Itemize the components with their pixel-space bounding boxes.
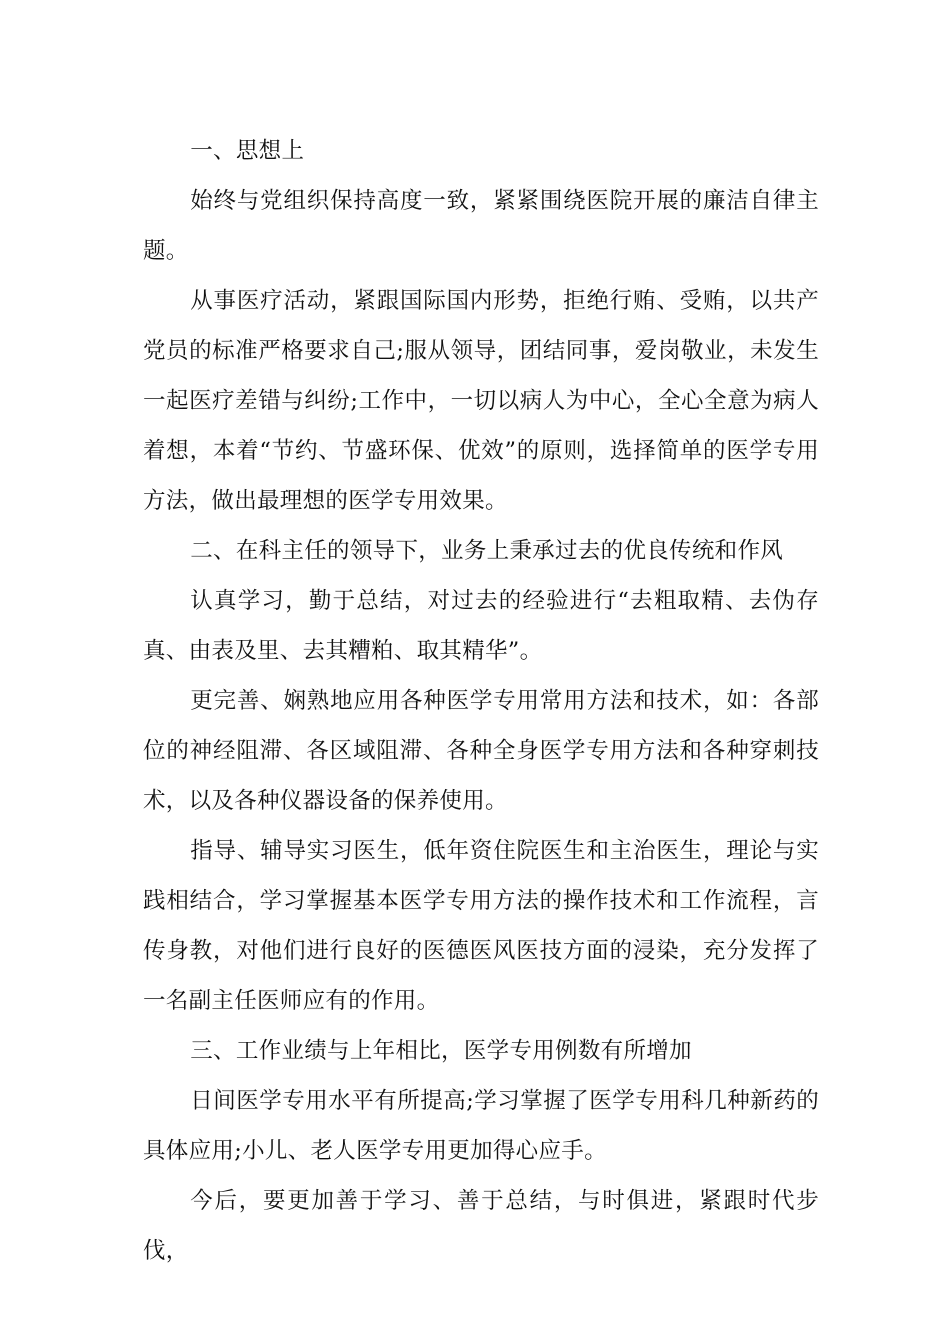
paragraph: 从事医疗活动，紧跟国际国内形势，拒绝行贿、受贿，以共产党员的标准严格要求自己;服从领导，团结同事，爱岗敬业，未发生一起医疗差错与纠纷;工作中，一切以病人为中心，全心全意为病人着想，本着“节约、节盛环保、优效”的原则，选择简单的医学专用方法，做出最理想的医学专用效果。 — [143, 288, 819, 514]
paragraph: 始终与党组织保持高度一致，紧紧围绕医院开展的廉洁自律主题。 — [143, 188, 819, 264]
paragraph: 今后，要更加善于学习、善于总结，与时俱进，紧跟时代步伐， — [143, 1188, 819, 1264]
paragraph: 指导、辅导实习医生，低年资住院医生和主治医生，理论与实践相结合，学习掌握基本医学专用方法的操作技术和工作流程，言传身教，对他们进行良好的医德医风医技方面的浸染，充分发挥了一名副主任医师应有的作用。 — [143, 838, 819, 1014]
section-heading-1: 一、思想上 — [190, 138, 305, 164]
paragraph: 日间医学专用水平有所提高;学习掌握了医学专用科几种新药的具体应用;小儿、老人医学专用更加得心应手。 — [143, 1088, 819, 1164]
section-heading-3: 三、工作业绩与上年相比，医学专用例数有所增加 — [190, 1038, 692, 1064]
paragraph: 认真学习，勤于总结，对过去的经验进行“去粗取精、去伪存真、由表及里、去其糟粕、取其精华”。 — [143, 588, 819, 664]
paragraph: 更完善、娴熟地应用各种医学专用常用方法和技术，如：各部位的神经阻滞、各区域阻滞、各种全身医学专用方法和各种穿刺技术，以及各种仪器设备的保养使用。 — [143, 688, 819, 814]
document-body — [143, 126, 819, 1276]
section-heading-2: 二、在科主任的领导下，业务上秉承过去的优良传统和作风 — [190, 538, 784, 564]
